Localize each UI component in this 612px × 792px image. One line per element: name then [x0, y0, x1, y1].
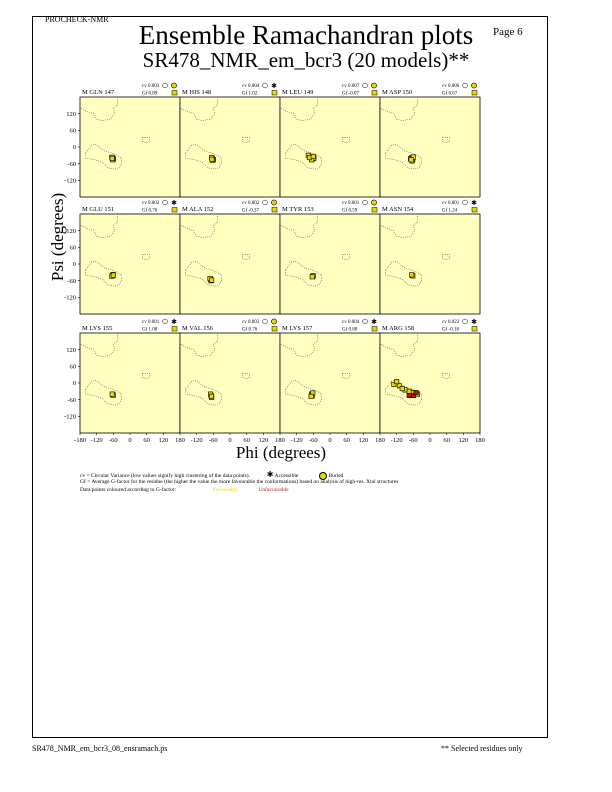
cv-marker	[363, 319, 368, 324]
legend-gf-line: Gf = Average G-factor for the residue (the higher the value the more favourable the conformations) based on analysis of high-res. Xtal structures	[80, 479, 399, 485]
panel-background	[80, 214, 180, 314]
buried-icon	[371, 200, 376, 205]
gf-colour-box	[172, 91, 177, 96]
cv-value: cv 0.007	[342, 84, 360, 89]
cv-value: cv 0.002	[242, 201, 260, 206]
y-tick-label: -60	[67, 277, 76, 285]
panel-background	[180, 214, 280, 314]
residue-label: M ALA 152	[182, 206, 214, 213]
gf-value: Gf 0.88	[342, 327, 358, 333]
cv-value: cv 0.006	[442, 84, 460, 89]
cv-marker	[463, 200, 468, 205]
panel-10	[180, 319, 285, 444]
residue-label: M ASP 150	[382, 89, 413, 96]
cv-marker	[363, 200, 368, 205]
y-tick-label: 60	[69, 127, 76, 135]
x-tick-label: 120	[458, 437, 469, 444]
panel-7	[280, 200, 380, 314]
x-tick-label: 180	[275, 437, 285, 444]
gf-colour-box	[372, 327, 377, 332]
page-number: Page 6	[493, 26, 523, 38]
gf-value: Gf -0.07	[342, 91, 359, 97]
residue-label: M GLU 151	[82, 206, 115, 213]
gf-colour-box	[472, 327, 477, 332]
data-point	[210, 278, 214, 282]
panel-3	[280, 83, 380, 197]
panel-2	[180, 82, 280, 197]
x-tick-label: -60	[108, 437, 118, 444]
x-tick-label: 180	[475, 437, 485, 444]
panel-background	[380, 97, 480, 197]
accessible-icon: ✱	[471, 199, 477, 207]
panel-11	[280, 318, 385, 444]
x-tick-label: 60	[143, 437, 150, 444]
panel-background	[280, 97, 380, 197]
x-tick-label: -60	[408, 437, 418, 444]
y-tick-label: 120	[66, 346, 76, 354]
cv-marker	[263, 83, 268, 88]
data-point	[210, 157, 214, 161]
legend-accessible: Accessible	[274, 473, 299, 479]
legend-unfavourable: Unfavourable	[258, 487, 289, 493]
legend-colour-text: Data points coloured according to G-factor:	[80, 487, 177, 493]
gf-value: Gf -0.37	[242, 208, 259, 214]
gf-value: Gf 0.76	[242, 327, 258, 333]
x-tick-label: 60	[243, 437, 250, 444]
y-tick-label: -60	[67, 396, 76, 404]
data-point	[209, 394, 213, 398]
y-tick-label: 60	[69, 244, 76, 252]
y-tick-label: -60	[67, 160, 76, 168]
gf-value: Gf 1.02	[242, 91, 258, 97]
gf-value: Gf 0.76	[142, 208, 158, 214]
gf-colour-box	[272, 327, 277, 332]
data-point	[395, 379, 399, 383]
legend-buried: Buried	[328, 473, 344, 479]
gf-colour-box	[372, 91, 377, 96]
buried-icon	[171, 83, 176, 88]
y-tick-label: 0	[72, 380, 76, 388]
panel-background	[180, 333, 280, 433]
data-point	[310, 275, 314, 279]
x-tick-label: 120	[258, 437, 269, 444]
x-tick-label: 0	[228, 437, 232, 444]
x-tick-label: -120	[390, 437, 403, 444]
cv-value: cv 0.003	[142, 84, 160, 89]
panel-background	[80, 97, 180, 197]
panel-1	[64, 83, 180, 197]
x-tick-label: -60	[208, 437, 218, 444]
page-title: Ensemble Ramachandran plots	[138, 20, 474, 50]
data-point-unfavourable	[407, 393, 411, 397]
residue-label: M LEU 149	[282, 89, 314, 96]
x-tick-label: 0	[428, 437, 432, 444]
residue-label: M TYR 153	[282, 206, 314, 213]
residue-label: M HIS 148	[182, 89, 212, 96]
panel-6	[180, 200, 280, 314]
panel-background	[280, 333, 380, 433]
data-point	[400, 386, 404, 390]
x-tick-label: 0	[328, 437, 332, 444]
data-point	[309, 394, 313, 398]
gf-colour-box	[272, 208, 277, 213]
data-point	[111, 273, 115, 277]
accessible-icon: ✱	[371, 318, 377, 326]
gf-value: Gf 0.59	[342, 208, 358, 214]
cv-value: cv 0.002	[142, 201, 160, 206]
panel-4	[380, 83, 480, 197]
cv-value: cv 0.004	[242, 84, 260, 89]
footer-note: ** Selected residues only	[441, 744, 523, 753]
buried-icon	[471, 83, 476, 88]
x-tick-label: 120	[158, 437, 169, 444]
legend-colour-line	[80, 487, 289, 493]
y-axis-label: Psi (degrees)	[48, 192, 67, 282]
cv-marker	[463, 83, 468, 88]
gf-colour-box	[472, 91, 477, 96]
cv-value: cv 0.001	[142, 320, 160, 325]
cv-value: cv 0.022	[442, 320, 460, 325]
gf-colour-box	[272, 91, 277, 96]
panel-8	[380, 199, 480, 314]
x-tick-label: 0	[128, 437, 132, 444]
panel-background	[280, 214, 380, 314]
y-tick-label: 120	[66, 227, 76, 235]
buried-icon	[271, 319, 276, 324]
x-tick-label: 60	[443, 437, 450, 444]
gf-value: Gf 1.08	[142, 327, 158, 333]
x-axis-label: Phi (degrees)	[235, 443, 327, 462]
residue-label: M ARG 158	[382, 325, 415, 332]
cv-marker	[163, 83, 168, 88]
cv-marker	[463, 319, 468, 324]
cv-marker	[163, 200, 168, 205]
x-tick-label: 120	[358, 437, 369, 444]
y-tick-label: -120	[64, 413, 76, 421]
gf-colour-box	[372, 208, 377, 213]
gf-value: Gf 1.24	[442, 208, 458, 214]
footer-filename: SR478_NMR_em_bcr3_08_ensramach.ps	[32, 744, 168, 753]
gf-colour-box	[172, 208, 177, 213]
cv-value: cv 0.001	[442, 201, 460, 206]
data-point	[407, 389, 411, 393]
cv-value: cv 0.001	[342, 201, 360, 206]
data-point-unfavourable	[414, 391, 418, 395]
y-tick-label: 0	[72, 144, 76, 152]
x-tick-label: 180	[375, 437, 385, 444]
residue-label: M ASN 154	[382, 206, 414, 213]
panel-12	[380, 318, 485, 444]
accessible-icon: ✱	[266, 470, 274, 479]
cv-marker	[263, 200, 268, 205]
panel-background	[380, 214, 480, 314]
data-point	[311, 154, 315, 158]
x-tick-label: -120	[90, 437, 103, 444]
buried-icon	[371, 83, 376, 88]
panel-9	[64, 318, 185, 444]
gf-colour-box	[172, 327, 177, 332]
page-subtitle: SR478_NMR_em_bcr3 (20 models)**	[142, 48, 470, 72]
x-tick-label: 180	[175, 437, 185, 444]
x-tick-label: -120	[190, 437, 203, 444]
cv-value: cv 0.003	[242, 320, 260, 325]
x-tick-label: 60	[343, 437, 350, 444]
cv-marker	[363, 83, 368, 88]
residue-label: M LYS 155	[82, 325, 113, 332]
x-tick-label: -120	[290, 437, 303, 444]
gf-value: Gf 0.67	[442, 91, 458, 97]
data-point	[409, 158, 413, 162]
cv-marker	[263, 319, 268, 324]
buried-icon	[271, 200, 276, 205]
legend-cv-text: cv = Circular Variance (low values signify high clustering of the data points).	[80, 473, 250, 479]
data-point	[110, 392, 114, 396]
accessible-icon: ✱	[171, 199, 177, 207]
gf-value: Gf 0.89	[142, 91, 158, 97]
cv-marker	[163, 319, 168, 324]
x-tick-label: -180	[74, 437, 86, 444]
y-tick-label: 60	[69, 363, 76, 371]
program-name: PROCHECK-NMR	[45, 15, 109, 24]
y-tick-label: -120	[64, 294, 76, 302]
panel-background	[180, 97, 280, 197]
panel-5	[64, 199, 180, 314]
accessible-icon: ✱	[271, 82, 277, 90]
accessible-icon: ✱	[471, 318, 477, 326]
x-tick-label: -60	[308, 437, 318, 444]
y-tick-label: -120	[64, 177, 76, 185]
legend-favourable: Favourable	[212, 487, 238, 493]
data-point	[110, 156, 114, 160]
residue-label: M LYS 157	[282, 325, 313, 332]
panel-background	[80, 333, 180, 433]
accessible-icon: ✱	[171, 318, 177, 326]
cv-value: cv 0.004	[342, 320, 360, 325]
data-point	[410, 273, 414, 277]
gf-colour-box	[472, 208, 477, 213]
residue-label: M VAL 156	[182, 325, 213, 332]
gf-value: Gf -0.18	[442, 327, 459, 333]
y-tick-label: 0	[72, 261, 76, 269]
residue-label: M GLN 147	[82, 89, 115, 96]
y-tick-label: 120	[66, 110, 76, 118]
